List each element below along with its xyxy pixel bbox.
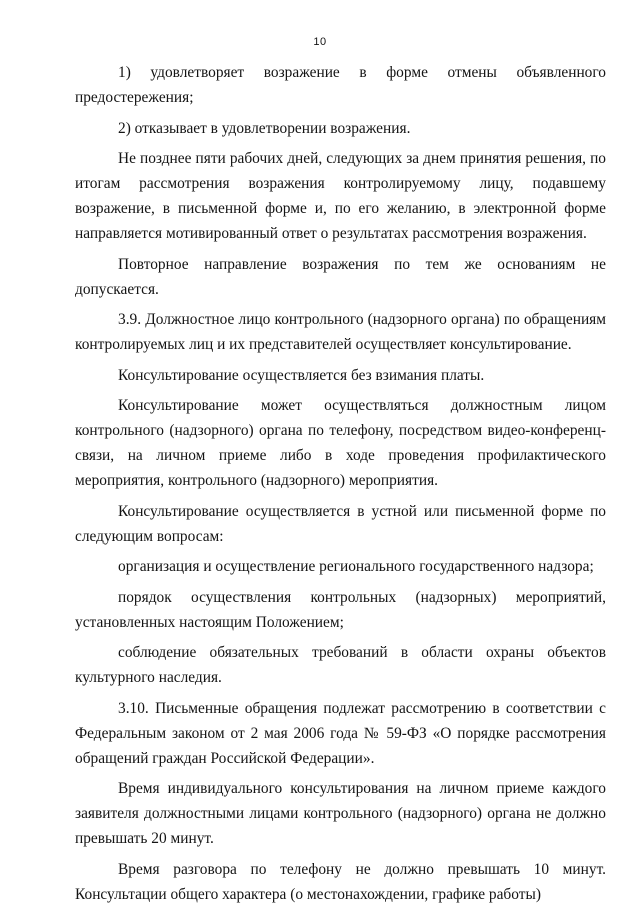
paragraph-topic-compliance: соблюдение обязательных требований в области охраны объектов культурного наследия. (75, 644, 606, 686)
page-number: 10 (313, 36, 327, 48)
paragraph-consulting-methods: Консультирование может осуществляться должностным лицом контрольного (надзорного) органа по телефону, посредством видео-конференц-связи, на личном приеме либо в ходе проведения профилактического мероприятия, контрольного (надзорного) мероприятия. (75, 397, 606, 489)
paragraph-topic-procedure: порядок осуществления контрольных (надзорных) мероприятий, установленных настоящим Положением; (75, 588, 606, 631)
paragraph-section-3-10: 3.10. Письменные обращения подлежат рассмотрению в соответствии с Федеральным законом от 2 мая 2006 года № 59-ФЗ «О порядке рассмотрения обращений граждан Российской Федерации». (75, 699, 606, 767)
paragraph-free-consulting: Консультирование осуществляется без взимания платы. (118, 366, 485, 384)
paragraph-consulting-topics-intro: Консультирование осуществляется в устной или письменной форме по следующим вопросам: (75, 502, 606, 545)
document-body (75, 60, 606, 907)
paragraph-personal-consulting-time: Время индивидуального консультирования на личном приеме каждого заявителя должностными лицами контрольного (надзорного) органа не должно превышать 20 минут. (75, 780, 606, 847)
paragraph-section-3-9: 3.9. Должностное лицо контрольного (надзорного органа) по обращениям контролируемых лиц и их представителей осуществляет консультирование. (75, 311, 606, 353)
paragraph-decision-option-2: 2) отказывает в удовлетворении возражения. (118, 119, 411, 137)
paragraph-topic-organization: организация и осуществление регионального государственного надзора; (118, 558, 594, 575)
paragraph-repeat-objection: Повторное направление возражения по тем же основаниям не допускается. (75, 255, 606, 298)
paragraph-phone-consulting-time: Время разговора по телефону не должно превышать 10 минут. Консультации общего характера (о местонахождении, графике работы) (75, 860, 606, 903)
paragraph-decision-option-1: 1) удовлетворяет возражение в форме отмены объявленного предостережения; (75, 64, 606, 106)
paragraph-response-deadline: Не позднее пяти рабочих дней, следующих за днем принятия решения, по итогам рассмотрения возражения контролируемому лицу, подавшему возражение, в письменной форме и, по его желанию, в электронной форме направляется мотивированный ответ о результатах рассмотрения возражения. (75, 150, 606, 242)
